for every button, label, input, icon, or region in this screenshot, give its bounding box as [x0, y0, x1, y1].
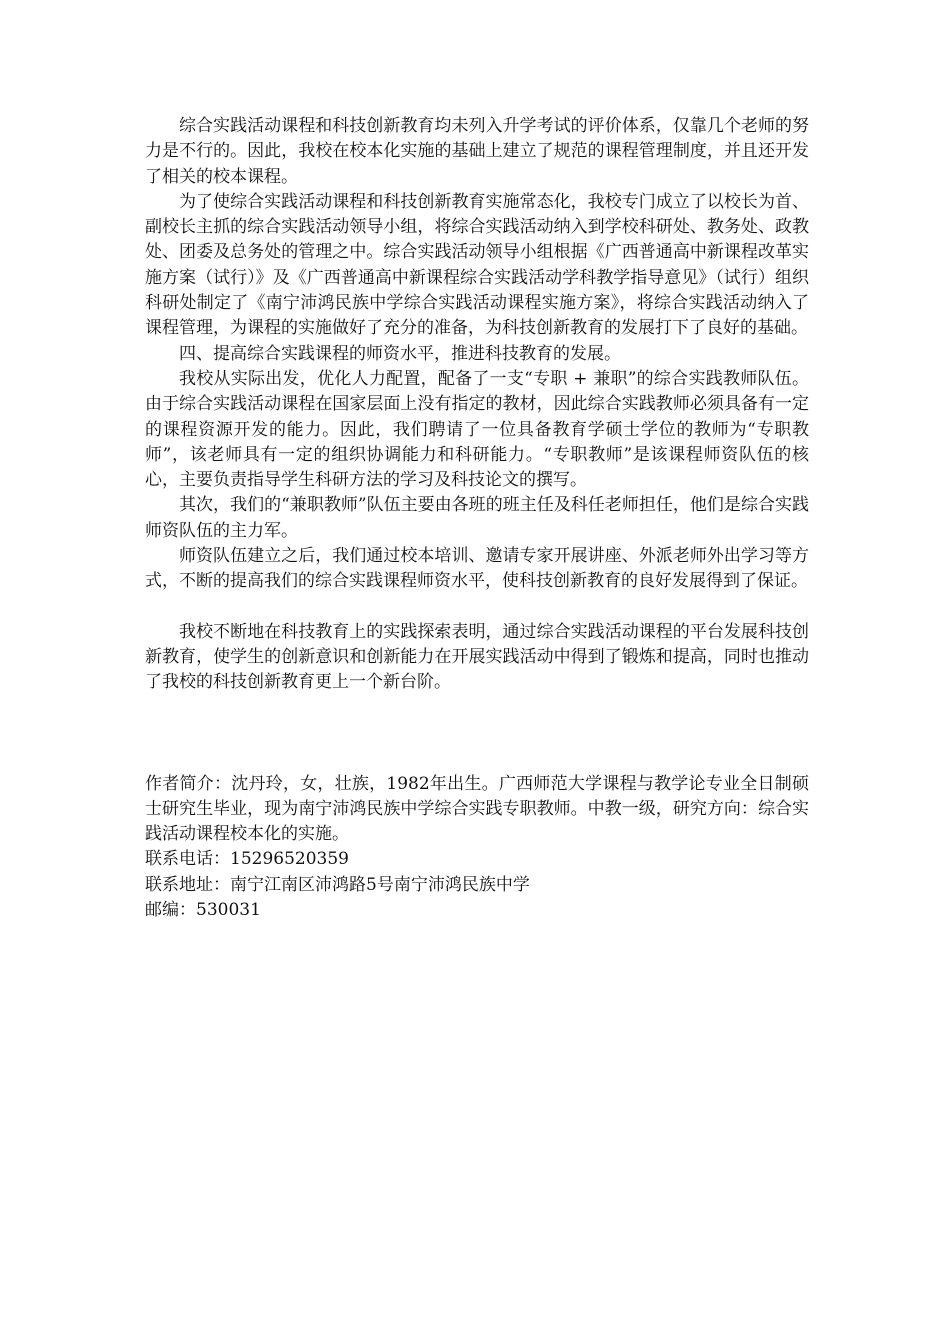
document-page [145, 114, 809, 923]
spacer [145, 595, 809, 620]
author-info [145, 772, 809, 924]
author-address: 联系地址：南宁江南区沛鸿路5号南宁沛鸿民族中学 [145, 874, 530, 895]
paragraph-full-time-teacher: 我校从实际出发，优化人力配置，配备了一支“专职 + 兼职”的综合实践教师队伍。由于综合实践活动课程在国家层面上没有指定的教材，因此综合实践教师必须具备有一定的课程资源开发的能力。因此，我们聘请了一位具备教育学硕士学位的教师为“专职教师”，该老师具有一定的组织协调能力和科研能力。“专职教师”是该课程师资队伍的核心，主要负责指导学生科研方法的学习及科技论文的撰写。 [145, 368, 809, 491]
paragraph-teacher-training: 师资队伍建立之后，我们通过校本培训、邀请专家开展讲座、外派老师外出学习等方式，不断的提高我们的综合实践课程师资水平，使科技创新教育的良好发展得到了保证。 [145, 546, 809, 592]
author-bio: 作者简介：沈丹玲，女，壮族，1982年出生。广西师范大学课程与教学论专业全日制硕士研究生毕业，现为南宁沛鸿民族中学综合实践专职教师。中教一级，研究方向：综合实践活动课程校本化的实施。 [145, 773, 809, 845]
section-heading-teacher-quality: 四、提高综合实践课程的师资水平，推进科技教育的发展。 [179, 343, 621, 364]
paragraph-curriculum-management: 综合实践活动课程和科技创新教育均未列入升学考试的评价体系，仅靠几个老师的努力是不行的。因此，我校在校本化实施的基础上建立了规范的课程管理制度，并且还开发了相关的校本课程。 [145, 116, 809, 187]
author-postcode: 邮编：530031 [145, 900, 261, 921]
paragraph-leadership-group: 为了使综合实践活动课程和科技创新教育实施常态化，我校专门成立了以校长为首、副校长主抓的综合实践活动领导小组，将综合实践活动纳入到学校科研处、教务处、政教处、团委及总务处的管理之中。综合实践活动领导小组根据《广西普通高中新课程改革实施方案（试行）》及《广西普通高中新课程综合实践活动学科教学指导意见》（试行）组织科研处制定了《南宁沛鸿民族中学综合实践活动课程实施方案》，将综合实践活动纳入了课程管理，为课程的实施做好了充分的准备，为科技创新教育的发展打下了良好的基础。 [145, 191, 809, 339]
author-phone: 联系电话：15296520359 [145, 849, 349, 870]
paragraph-conclusion: 我校不断地在科技教育上的实践探索表明，通过综合实践活动课程的平台发展科技创新教育，使学生的创新意识和创新能力在开展实践活动中得到了锻炼和提高，同时也推动了我校的科技创新教育更上一个新台阶。 [145, 621, 809, 693]
spacer [145, 696, 809, 772]
paragraph-part-time-teachers: 其次，我们的“兼职教师”队伍主要由各班的班主任及科任老师担任，他们是综合实践师资队伍的主力军。 [145, 495, 809, 541]
